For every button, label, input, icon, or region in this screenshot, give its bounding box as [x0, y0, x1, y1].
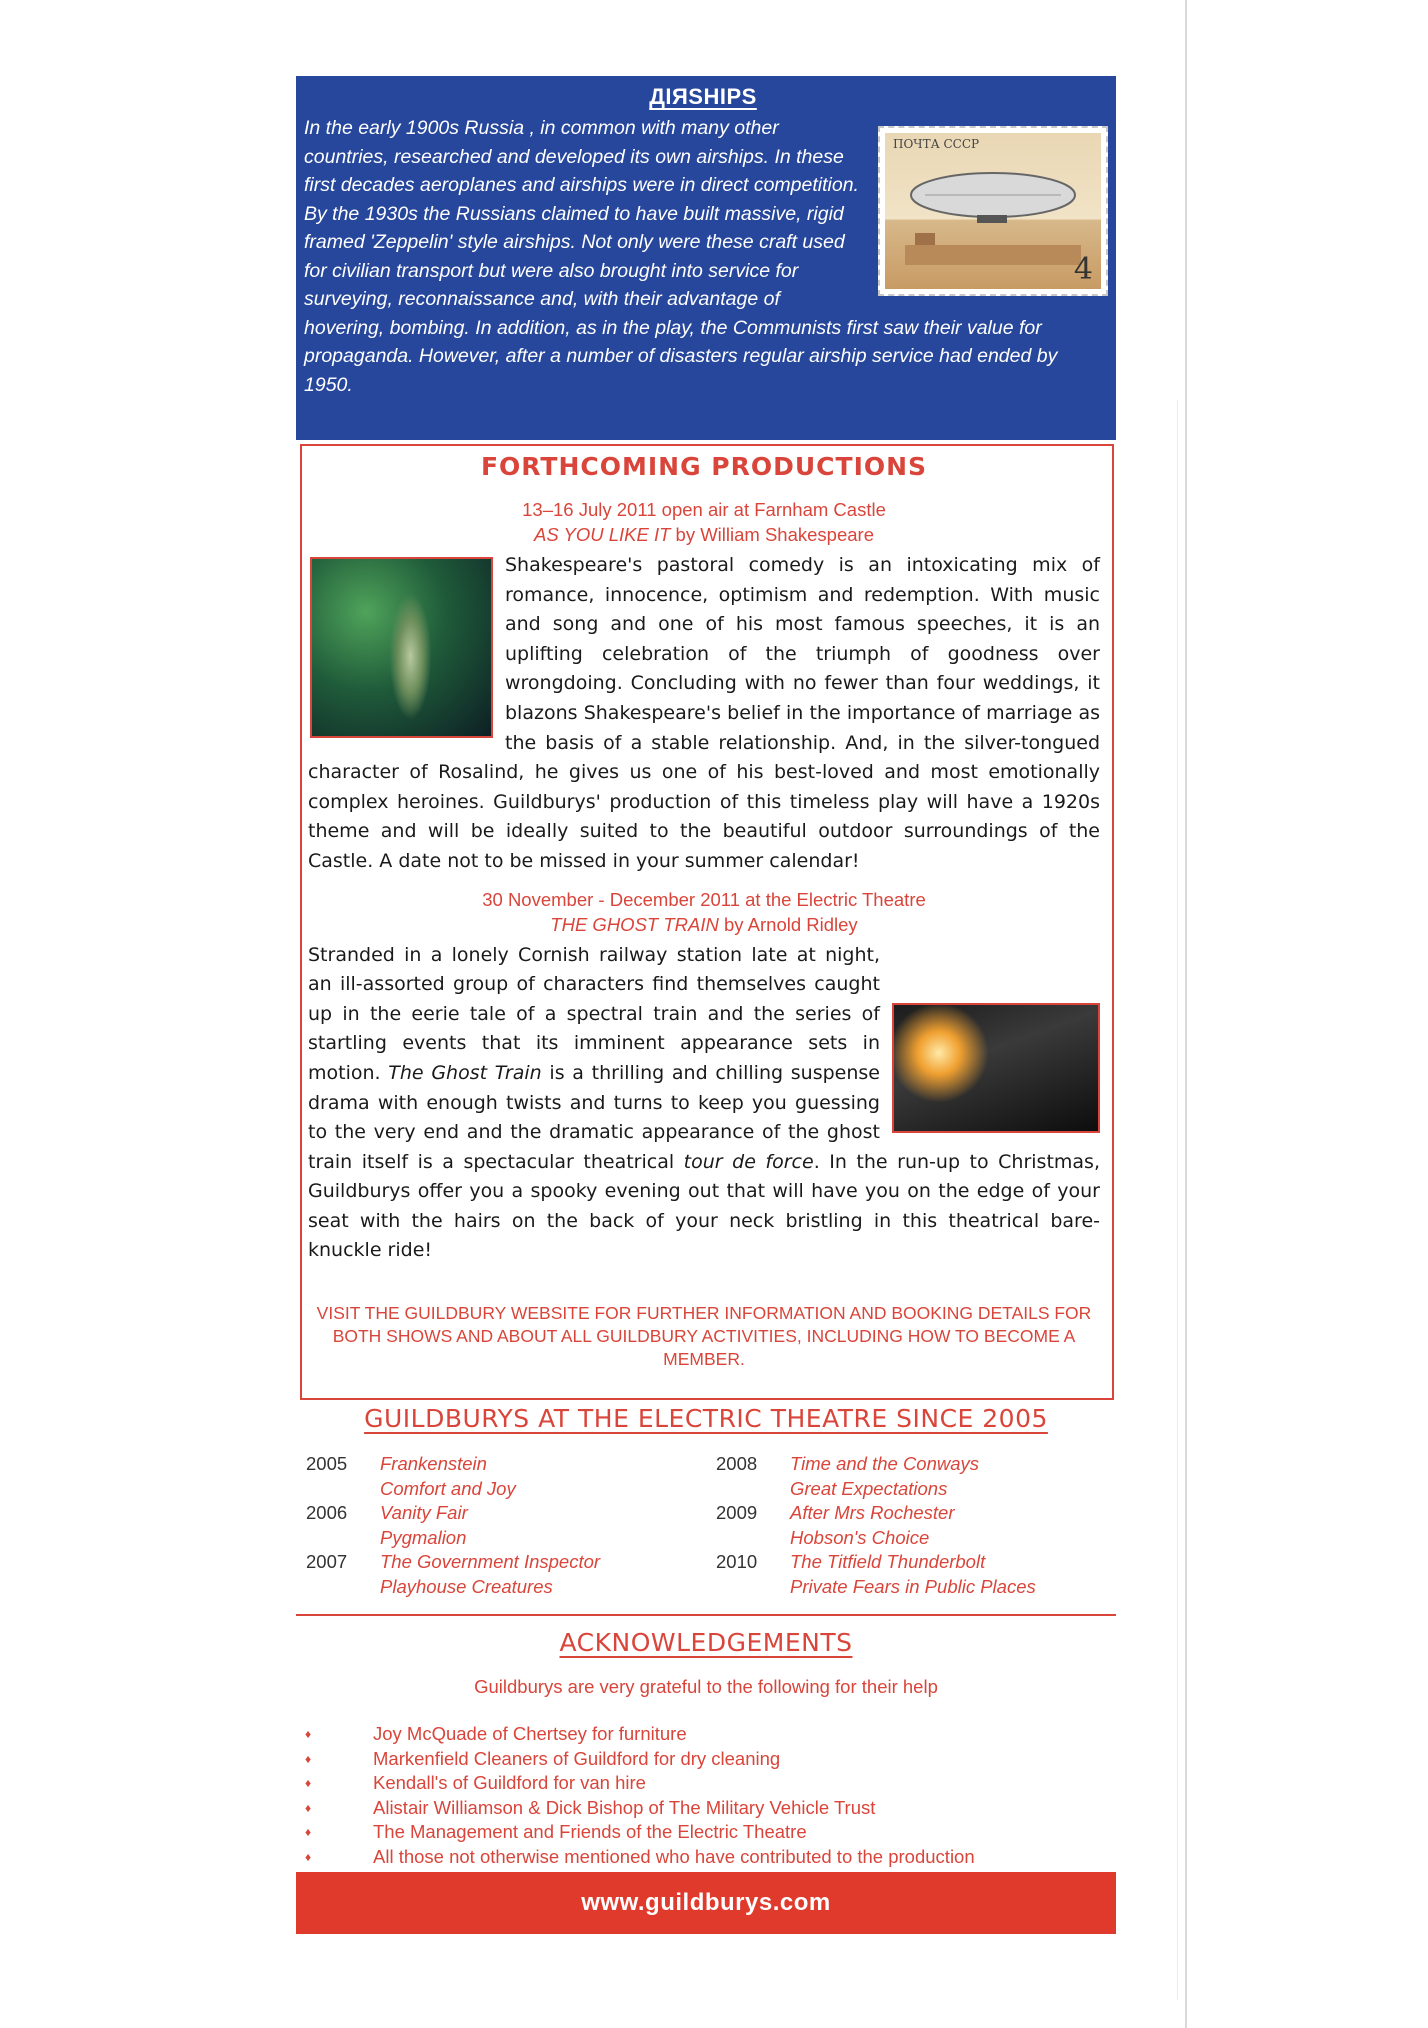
forthcoming-title: FORTHCOMING PRODUCTIONS	[480, 452, 928, 481]
productions-list-left	[306, 1452, 600, 1599]
diamond-bullet-icon: ♦	[305, 1825, 312, 1840]
play-title: Hobson's Choice	[790, 1526, 930, 1548]
ack-text: The Management and Friends of the Electric Theatre	[373, 1821, 807, 1843]
show2-description	[308, 941, 1100, 1267]
visit-website-notice: VISIT THE GUILDBURY WEBSITE FOR FURTHER INFORMATION AND BOOKING DETAILS FOR BOTH SHOWS AND ABOUT ALL GUILDBURY ACTIVITIES, INCLUDING HOW TO BECOME A MEMBER.	[316, 1303, 1092, 1370]
list-item	[305, 1845, 1105, 1870]
diamond-bullet-icon: ♦	[305, 1776, 312, 1791]
year: 2006	[306, 1502, 348, 1523]
list-item	[305, 1820, 1105, 1845]
list-item	[305, 1722, 1105, 1747]
year-row	[306, 1550, 600, 1599]
steam-train-image	[892, 1003, 1100, 1133]
play-title: Great Expectations	[790, 1477, 948, 1499]
diamond-bullet-icon: ♦	[305, 1800, 312, 1815]
year-row	[716, 1550, 1036, 1599]
ack-text: Kendall's of Guildford for van hire	[373, 1772, 646, 1794]
play-title: The Titfield Thunderbolt	[790, 1551, 986, 1572]
airship-icon	[885, 133, 1101, 289]
year-row	[306, 1452, 600, 1501]
year-row	[306, 1501, 600, 1550]
diamond-bullet-icon: ♦	[305, 1751, 312, 1766]
play-title: The Government Inspector	[380, 1551, 601, 1572]
airships-panel	[296, 76, 1116, 440]
play-title: Time and the Conways	[790, 1453, 980, 1474]
year: 2007	[306, 1551, 348, 1572]
acknowledgements-title: ACKNOWLEDGEMENTS	[559, 1628, 853, 1657]
year-row	[716, 1452, 1036, 1501]
show2-play: THE GHOST TRAIN	[550, 913, 719, 935]
page-fold-line	[1185, 0, 1187, 2028]
website-url-banner[interactable]: www.guildburys.com	[296, 1872, 1116, 1934]
show2-body-b: is a thrilling and chilling suspense drama with enough twists and turns to keep you guessing to the very end and the dramatic appearance of the ghost train itself is a spectacular theatrical	[308, 1061, 880, 1173]
stamp-value: 4	[1073, 252, 1093, 287]
airship-stamp-image	[878, 126, 1108, 296]
airships-heading: ДIЯSHIPS	[649, 84, 757, 109]
show2-body-a: Stranded in a lonely Cornish railway station late at night, an ill-assorted group of characters find themselves caught up in the eerie tale of a spectral train and the series of startling events that its imminent appearance sets in motion.	[308, 943, 880, 1084]
show1-description	[308, 551, 1100, 877]
play-title: Private Fears in Public Places	[790, 1575, 1036, 1597]
forest-tree-image	[310, 557, 493, 738]
stamp-text: ПОЧТА СССР	[893, 137, 980, 151]
show1-play: AS YOU LIKE IT	[534, 524, 671, 545]
show2-body-c: . In the run-up to Christmas, Guildburys offer you a spooky evening out that will have you on the edge of your seat with the hairs on the back of your neck bristling in this theatrical bare-knuckle ride!	[308, 1150, 1100, 1262]
show1-author: by William Shakespeare	[670, 524, 874, 545]
diamond-bullet-icon: ♦	[305, 1727, 312, 1742]
list-item	[305, 1771, 1105, 1796]
show2-body-italic: tour de force	[683, 1150, 814, 1173]
show1-title	[308, 522, 1100, 547]
ack-text: Markenfield Cleaners of Guildford for dry cleaning	[373, 1747, 781, 1769]
diamond-bullet-icon: ♦	[305, 1849, 312, 1864]
show2-body-title: The Ghost Train	[388, 1061, 542, 1084]
show2-date: 30 November - December 2011 at the Electric Theatre	[482, 888, 926, 910]
ack-text: Alistair Williamson & Dick Bishop of The Military Vehicle Trust	[373, 1796, 876, 1818]
show2-author: by Arnold Ridley	[718, 913, 858, 935]
airships-body: In the early 1900s Russia , in common with many other countries, researched and developed its own airships. In these first decades aeroplanes and airships were in direct competition. By the 1930s the Russians claimed to have built massive, rigid framed 'Zeppelin' style airships. Not only were these craft used for civilian transport but were also brought into service for surveying, reconnaissance and, with their advantage of hovering, bombing. In addition, as in the play, the Communists first saw their value for propaganda. However, after a number of disasters regular airship service had ended by 1950.	[304, 117, 1058, 396]
year-row	[716, 1501, 1036, 1550]
ack-text: Joy McQuade of Chertsey for furniture	[373, 1723, 687, 1745]
play-title: After Mrs Rochester	[790, 1502, 955, 1523]
year: 2008	[716, 1453, 758, 1474]
page-fold-line-inner	[1177, 400, 1178, 2000]
ack-text: All those not otherwise mentioned who have contributed to the production	[373, 1845, 975, 1867]
show1-body: Shakespeare's pastoral comedy is an intoxicating mix of romance, innocence, optimism and redemption. With music and song and one of his most famous speeches, it is an uplifting celebration of the triumph of goodness over wrongdoing. Concluding with no fewer than four weddings, it blazons Shakespeare's belief in the importance of marriage as the basis of a stable relationship. And, in the silver-tongued character of Rosalind, he gives us one of his best-loved and most emotionally complex heroines. Guildburys' production of this timeless play will have a 1920s theme and will be ideally suited to the beautiful outdoor surroundings of the Castle. A date not to be missed in your summer calendar!	[308, 554, 1100, 872]
list-item	[305, 1796, 1105, 1821]
play-title: Frankenstein	[380, 1453, 487, 1474]
productions-list-right	[716, 1452, 1036, 1599]
acknowledgements-list	[305, 1722, 1105, 1869]
section-divider	[296, 1614, 1116, 1616]
since-2005-title: GUILDBURYS AT THE ELECTRIC THEATRE SINCE 2005	[364, 1404, 1048, 1433]
year: 2010	[716, 1551, 758, 1572]
play-title: Comfort and Joy	[380, 1477, 516, 1499]
year: 2009	[716, 1502, 758, 1523]
list-item	[305, 1747, 1105, 1772]
show1-date: 13–16 July 2011 open air at Farnham Castle	[522, 499, 886, 520]
acknowledgements-subtitle: Guildburys are very grateful to the following for their help	[474, 1676, 938, 1697]
play-title: Vanity Fair	[380, 1502, 468, 1523]
year: 2005	[306, 1453, 348, 1474]
show2-title	[308, 912, 1100, 937]
forthcoming-productions-box	[300, 444, 1114, 1400]
play-title: Pygmalion	[380, 1526, 467, 1548]
play-title: Playhouse Creatures	[380, 1575, 553, 1597]
